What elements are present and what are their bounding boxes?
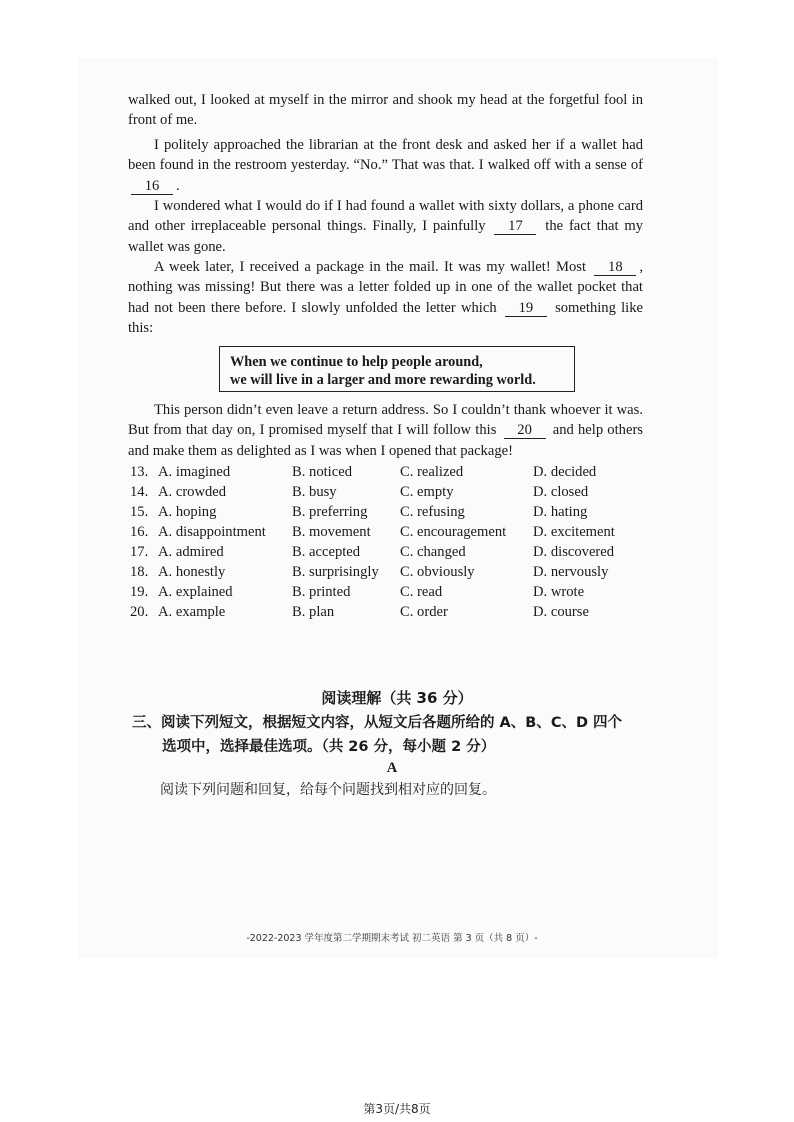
option-c: C. changed [400, 544, 466, 560]
question-13 [130, 462, 650, 482]
option-b: B. surprisingly [292, 564, 379, 580]
blank-20: 20 [504, 423, 546, 439]
passage-text: the fact that my wallet was gone. [128, 218, 644, 255]
quote-line-2: we will live in a larger and more rewarding world. [230, 372, 536, 388]
option-a: A. crowded [158, 484, 227, 500]
option-a: A. disappointment [158, 524, 266, 540]
option-b: B. accepted [292, 544, 361, 560]
option-c: C. read [400, 584, 443, 600]
blank-19: 19 [505, 301, 547, 317]
section-three-line-2: 选项中，选择最佳选项。（共 26 分，每小题 2 分） [162, 739, 496, 755]
option-a: A. imagined [158, 464, 231, 480]
passage-text: . [176, 177, 180, 194]
question-number: 15. [130, 504, 149, 520]
option-c: C. order [400, 604, 448, 620]
passage-text: This person didn’t even leave a return address. So I couldn’t thank whoever it was. But from that day on, I promised myself that I will follow this [128, 402, 643, 439]
option-b: B. printed [292, 584, 351, 600]
option-a: A. admired [158, 544, 224, 560]
option-a: A. explained [158, 584, 233, 600]
option-b: B. preferring [292, 504, 368, 520]
passage-text: A week later, I received a package in the mail. It was my wallet! Most [154, 259, 587, 275]
question-number: 20. [130, 604, 149, 620]
option-c: C. empty [400, 484, 454, 500]
passage-text: walked out, I looked at myself in the mirror and shook my head at the forgetful fool in front of me. [128, 92, 643, 129]
option-b: B. noticed [292, 464, 352, 480]
quote-line-1: When we continue to help people around, [230, 354, 483, 370]
question-number: 19. [130, 584, 149, 600]
exam-footer: -2022-2023 学年度第二学期期末考试 初二英语 第 3 页（共 8 页）- [246, 933, 538, 944]
option-c: C. refusing [400, 504, 465, 520]
passage-paragraph-2 [128, 196, 643, 257]
option-d: D. hating [533, 504, 588, 520]
blank-16: 16 [131, 179, 173, 195]
option-b: B. plan [292, 604, 335, 620]
option-d: D. excitement [533, 524, 615, 540]
blank-18: 18 [594, 260, 636, 276]
option-d: D. decided [533, 464, 597, 480]
passage-text: , nothing was missing! But there was a letter folded up in one of the wallet pocket that had not been there before. I slowly unfolded the letter which [128, 259, 643, 316]
option-b: B. busy [292, 484, 337, 500]
passage-paragraph-0 [128, 90, 643, 131]
passage-text: and help others and make them as delighted as I was when I opened that package! [128, 422, 643, 459]
question-18 [130, 562, 650, 582]
passage-text: I wondered what I would do if I had found a wallet with sixty dollars, a phone card and other irreplaceable personal things. Finally, I painfully [128, 198, 643, 235]
quote-box [219, 346, 575, 392]
passage-paragraph-4 [128, 400, 643, 461]
question-number: 16. [130, 524, 149, 540]
question-number: 14. [130, 484, 149, 500]
option-b: B. movement [292, 524, 371, 540]
part-a-label: A [386, 760, 398, 776]
option-c: C. obviously [400, 564, 475, 580]
question-17 [130, 542, 650, 562]
question-number: 18. [130, 564, 149, 580]
question-number: 17. [130, 544, 149, 560]
option-c: C. encouragement [400, 524, 507, 540]
question-19 [130, 582, 650, 602]
option-d: D. discovered [533, 544, 615, 560]
option-d: D. course [533, 604, 589, 620]
passage-text: something like this: [128, 299, 643, 336]
blank-17: 17 [494, 219, 536, 235]
question-14 [130, 482, 650, 502]
passage-paragraph-3 [128, 257, 643, 338]
question-number: 13. [130, 464, 149, 480]
option-a: A. honestly [158, 564, 226, 580]
question-16 [130, 522, 650, 542]
part-a-instruction: 阅读下列问题和回复，给每个问题找到相对应的回复。 [160, 782, 496, 798]
option-d: D. nervously [533, 564, 609, 580]
passage-paragraph-1 [128, 135, 643, 196]
reading-section-title: 阅读理解（共 36 分） [321, 689, 473, 707]
option-d: D. closed [533, 484, 589, 500]
question-15 [130, 502, 650, 522]
option-a: A. example [158, 604, 226, 620]
page-number: 第3页/共8页 [363, 1102, 431, 1116]
option-a: A. hoping [158, 504, 217, 520]
option-c: C. realized [400, 464, 464, 480]
passage-text: I politely approached the librarian at the front desk and asked her if a wallet had been found in the restroom yesterday. “No.” That was that. I walked off with a sense of [128, 137, 643, 174]
section-three-heading [132, 711, 652, 759]
section-three-line-1: 三、阅读下列短文，根据短文内容，从短文后各题所给的 A、B、C、D 四个 [132, 715, 623, 731]
question-20 [130, 602, 650, 622]
option-d: D. wrote [533, 584, 585, 600]
